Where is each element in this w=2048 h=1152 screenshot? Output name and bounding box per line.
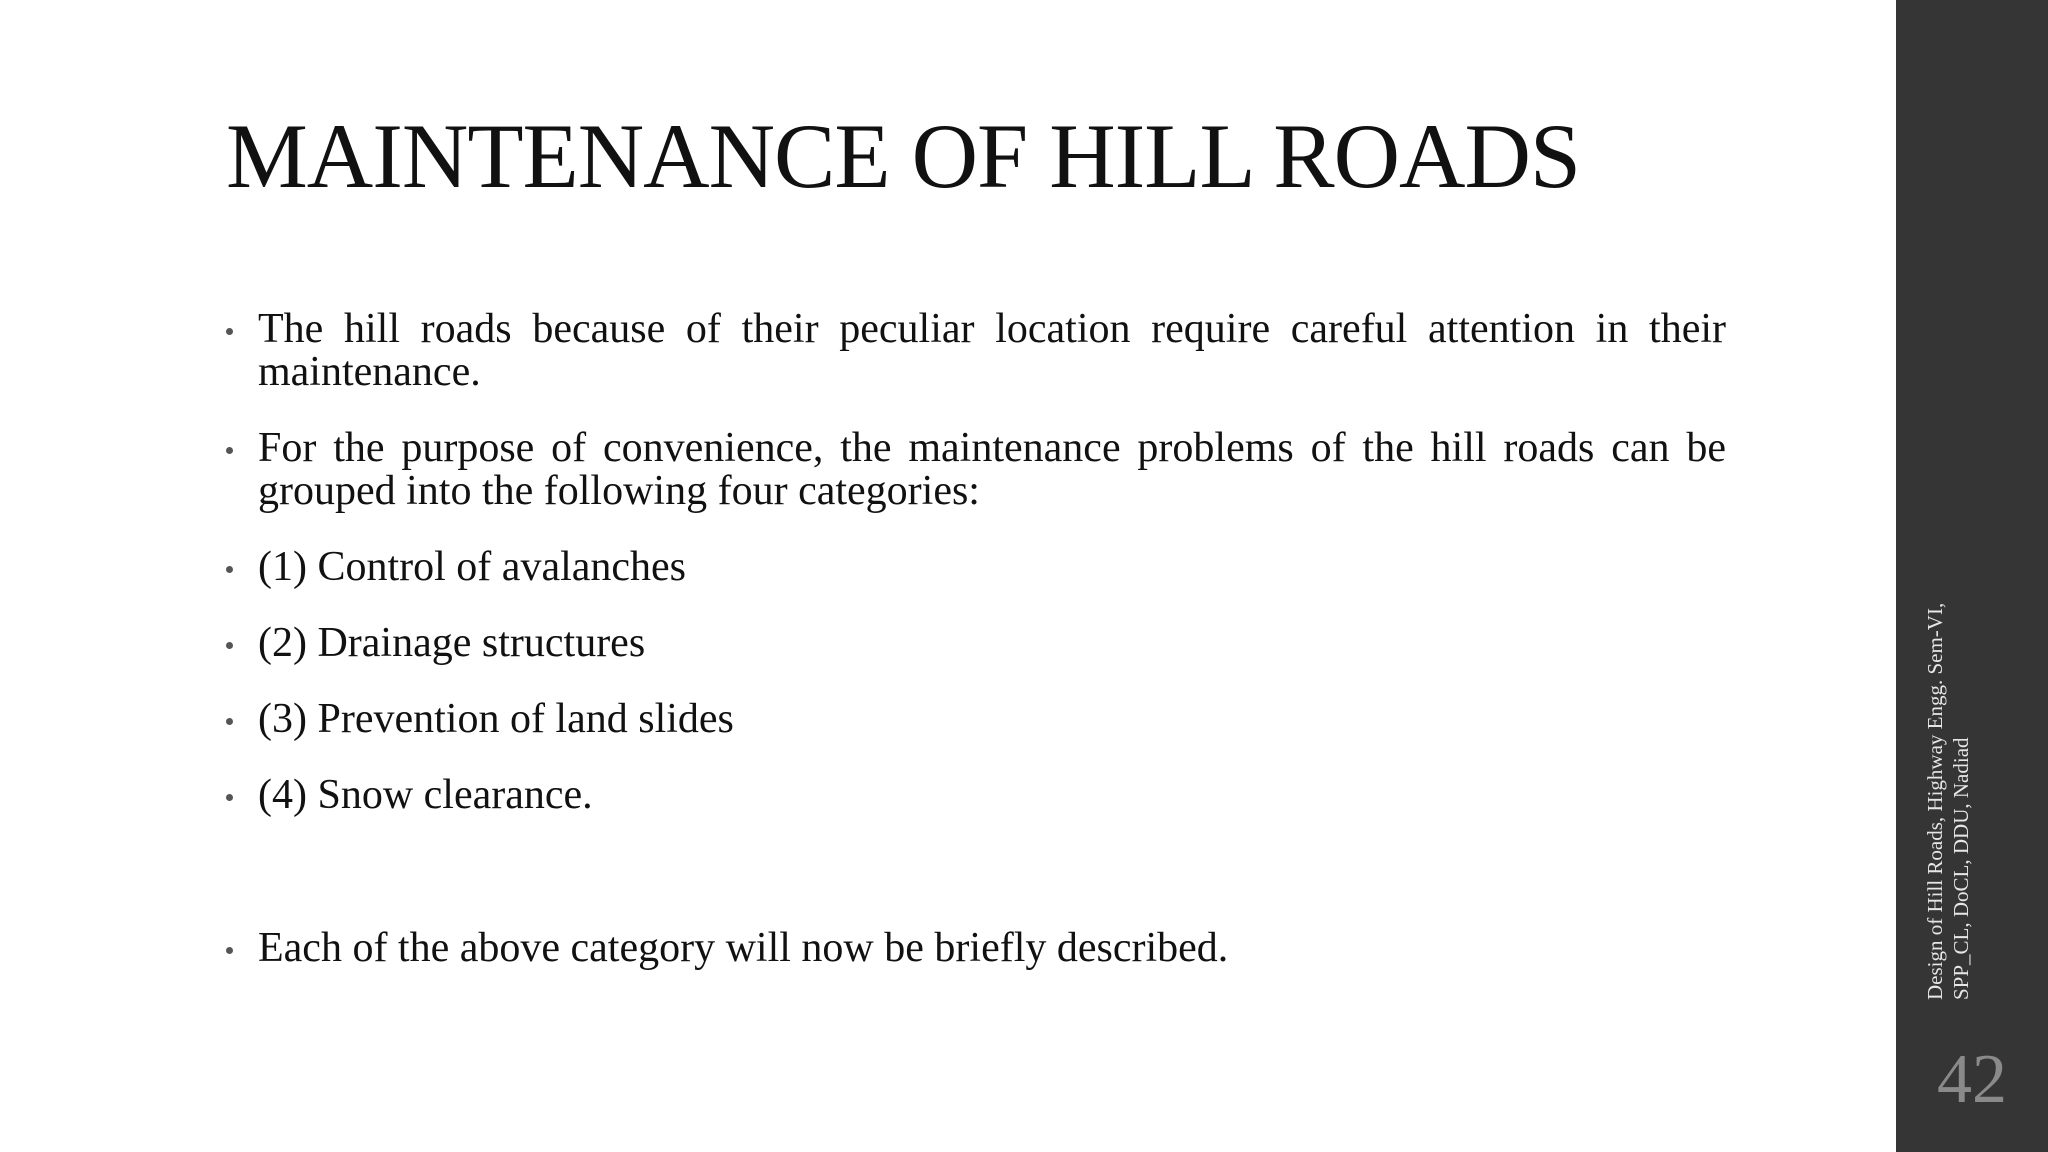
bullet-dot-icon bbox=[226, 447, 233, 454]
footer-line-2: SPP_CL, DoCL, DDU, Nadiad bbox=[1949, 737, 1973, 1000]
bullet-item bbox=[222, 546, 1726, 589]
bullet-dot-icon bbox=[226, 718, 233, 725]
bullet-text: Each of the above category will now be briefly described. bbox=[258, 925, 1229, 971]
bullet-text: (1) Control of avalanches bbox=[258, 544, 687, 590]
bullet-dot-icon bbox=[226, 947, 233, 954]
bullet-item bbox=[222, 308, 1726, 394]
bullet-text: (2) Drainage structures bbox=[258, 620, 646, 666]
bullet-item bbox=[222, 698, 1726, 741]
bullet-dot-icon bbox=[226, 566, 233, 573]
footer-text bbox=[1922, 500, 2002, 1000]
bullet-item bbox=[222, 427, 1726, 513]
bullet-text: (3) Prevention of land slides bbox=[258, 696, 734, 742]
bullet-item bbox=[222, 774, 1726, 817]
bullet-dot-icon bbox=[226, 642, 233, 649]
footer-line-1: Design of Hill Roads, Highway Engg. Sem-VI, bbox=[1923, 602, 1947, 1000]
bullet-dot-icon bbox=[226, 328, 233, 335]
page-number: 42 bbox=[1937, 1041, 2007, 1118]
bullet-text: (4) Snow clearance. bbox=[258, 772, 593, 818]
slide-title: MAINTENANCE OF HILL ROADS bbox=[226, 105, 1581, 207]
bullet-list bbox=[222, 308, 1726, 1003]
bullet-text: The hill roads because of their peculiar location require careful attention in their maintenance. bbox=[258, 306, 1726, 395]
bullet-item bbox=[222, 622, 1726, 665]
bullet-text: For the purpose of convenience, the maintenance problems of the hill roads can be grouped into the following four categories: bbox=[258, 425, 1726, 514]
bullet-dot-icon bbox=[226, 794, 233, 801]
bullet-item bbox=[222, 927, 1726, 970]
